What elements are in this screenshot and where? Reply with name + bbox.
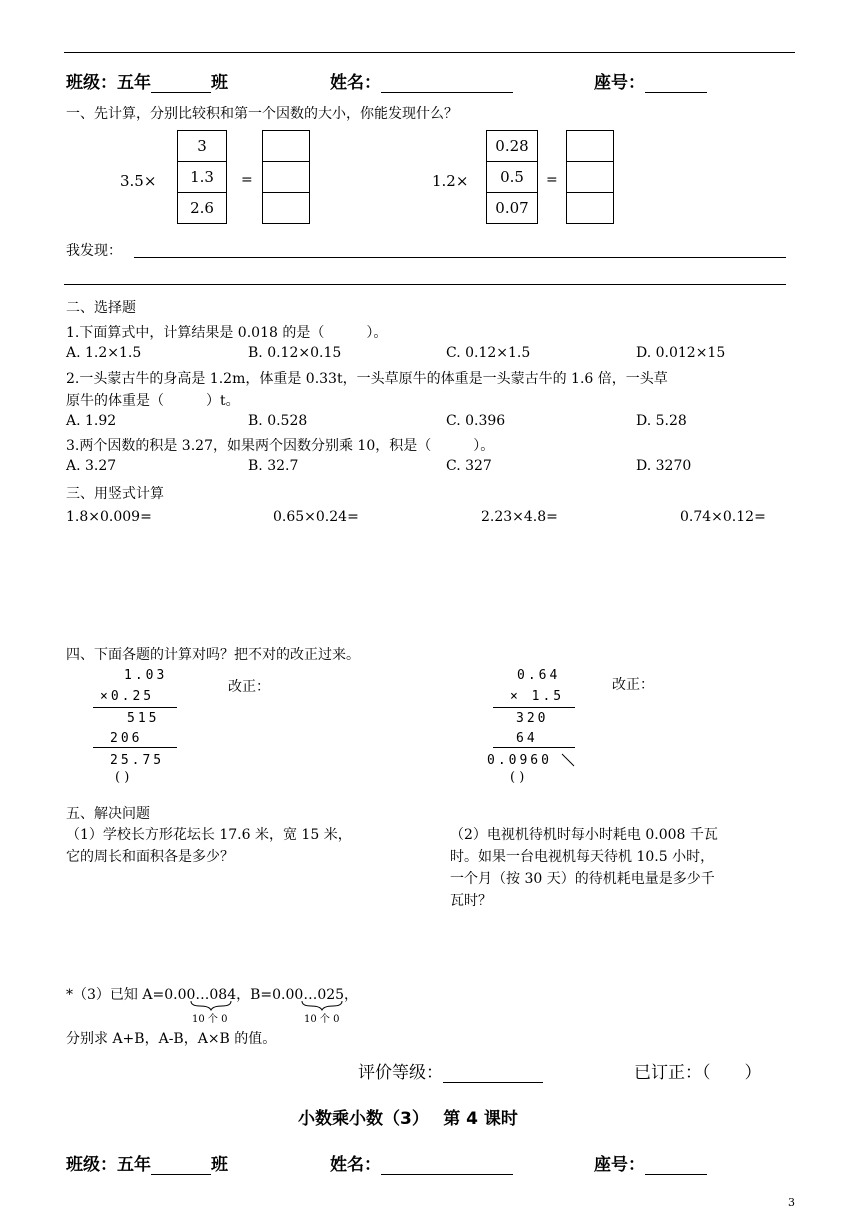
s5-title: 五、解决问题 <box>66 806 150 822</box>
q3-text: 3.两个因数的积是 3.27，如果两个因数分别乘 10，积是（ ）。 <box>66 438 495 454</box>
q2-option-b[interactable]: B. 0.528 <box>248 413 308 429</box>
name-blank <box>381 75 513 93</box>
p3-a-prefix: *（3）已知 A=0. <box>66 987 178 1003</box>
right-judge-paren[interactable]: ( ) <box>510 770 525 785</box>
seat-label: 座号： <box>594 73 645 93</box>
right-calc-line-2: × 1.5 <box>510 689 565 704</box>
left-judge-paren[interactable]: ( ) <box>115 770 130 785</box>
found-line-2[interactable] <box>64 284 786 285</box>
answer-cell[interactable] <box>567 162 613 193</box>
calc-item-1: 1.8×0.009= <box>66 509 152 525</box>
s2-title: 二、选择题 <box>66 300 136 316</box>
found-label: 我发现： <box>66 243 122 259</box>
q1-option-a[interactable]: A. 1.2×1.5 <box>66 345 142 361</box>
q3-option-b[interactable]: B. 32.7 <box>248 458 299 474</box>
calc-item-4: 0.74×0.12= <box>680 509 766 525</box>
q2-line-2: 原牛的体重是（ ）t。 <box>66 393 240 409</box>
p3-b-digits: 00…025 <box>285 987 345 1003</box>
factor-cell: 1.3 <box>178 162 226 193</box>
brace-b-note: 10 个 0 <box>304 1014 340 1025</box>
s3-title: 三、用竖式计算 <box>66 486 164 502</box>
next-title: 小数乘小数（3） 第 4 课时 <box>298 1109 518 1129</box>
s4-title: 四、下面各题的计算对吗？把不对的改正过来。 <box>66 647 360 663</box>
s1-right-expr: 1.2× <box>432 172 469 190</box>
found-line-1[interactable] <box>134 257 786 258</box>
p3-b-prefix: ，B=0. <box>236 987 286 1003</box>
seat-blank <box>645 1157 707 1175</box>
factor-cell: 3 <box>178 131 226 162</box>
q3-option-d[interactable]: D. 3270 <box>636 458 692 474</box>
name-blank <box>381 1157 513 1175</box>
s1-left-answers <box>262 130 310 224</box>
factor-cell: 2.6 <box>190 199 214 217</box>
left-correct-label: 改正： <box>228 679 270 695</box>
grade-field <box>358 1058 543 1083</box>
right-correct-label: 改正： <box>612 677 654 693</box>
right-calc-line-3: 320 <box>516 711 549 726</box>
q1-option-c[interactable]: C. 0.12×1.5 <box>446 345 531 361</box>
q1-text: 1.下面算式中，计算结果是 0.018 的是（ ）。 <box>66 325 388 341</box>
calc-item-2: 0.65×0.24= <box>273 509 359 525</box>
q1-option-d[interactable]: D. 0.012×15 <box>636 345 726 361</box>
class-blank <box>151 75 211 93</box>
left-calc-line-4: 206 <box>110 731 143 746</box>
q3-option-c[interactable]: C. 327 <box>446 458 492 474</box>
grade-blank[interactable] <box>443 1065 543 1083</box>
p3-line-2: 分别求 A+B，A-B，A×B 的值。 <box>66 1031 277 1047</box>
q3-option-a[interactable]: A. 3.27 <box>66 458 117 474</box>
right-calc-line-5: 0.0960 <box>487 753 552 768</box>
seat-field-2 <box>594 1150 707 1175</box>
right-calc-rule-2 <box>493 747 575 748</box>
class-blank <box>151 1157 211 1175</box>
s1-title: 一、先计算，分别比较积和第一个因数的大小，你能发现什么？ <box>66 106 458 122</box>
strike-mark-icon <box>560 752 576 768</box>
brace-a-note: 10 个 0 <box>192 1014 228 1025</box>
class-suffix: 班 <box>211 73 228 93</box>
s1-right-eq: = <box>546 172 558 188</box>
answer-cell[interactable] <box>567 193 613 223</box>
header-row <box>66 68 228 93</box>
factor-cell: 0.28 <box>487 131 537 162</box>
class-label: 班级：五年 <box>66 73 151 93</box>
page-number: 3 <box>788 1196 795 1209</box>
left-calc-line-1: 1.03 <box>124 668 168 683</box>
seat-field <box>594 68 707 93</box>
left-calc-rule-1 <box>93 707 177 708</box>
s1-left-factors <box>177 130 227 224</box>
p3-end: ， <box>344 987 359 1003</box>
s1-right-factors <box>486 130 538 224</box>
name-label: 姓名： <box>330 1155 381 1175</box>
right-calc-line-1: 0.64 <box>517 668 561 683</box>
p1-line-2: 它的周长和面积各是多少？ <box>66 849 234 865</box>
s1-right-answers <box>566 130 614 224</box>
name-label: 姓名： <box>330 73 381 93</box>
factor-cell: 0.5 <box>487 162 537 193</box>
p2-line-1: （2）电视机待机时每小时耗电 0.008 千瓦 <box>450 827 718 843</box>
class-suffix: 班 <box>211 1155 228 1175</box>
right-calc-rule-1 <box>493 707 575 708</box>
corrected-label[interactable]: 已订正：（ ） <box>634 1063 762 1083</box>
seat-blank <box>645 75 707 93</box>
class-label: 班级：五年 <box>66 1155 151 1175</box>
calc-item-3: 2.23×4.8= <box>481 509 558 525</box>
left-calc-rule-2 <box>93 747 177 748</box>
p2-line-2: 时。如果一台电视机每天待机 10.5 小时， <box>450 849 715 865</box>
answer-cell[interactable] <box>567 131 613 162</box>
name-field <box>330 68 513 93</box>
q2-line-1: 2.一头蒙古牛的身高是 1.2m，体重是 0.33t，一头草原牛的体重是一头蒙古牛的 1.6 倍，一头草 <box>66 371 668 387</box>
p2-line-3: 一个月（按 30 天）的待机耗电量是多少千 <box>450 871 715 887</box>
factor-cell: 0.07 <box>495 199 529 217</box>
left-calc-line-2: ×0.25 <box>100 689 155 704</box>
p1-line-1: （1）学校长方形花坛长 17.6 米，宽 15 米， <box>66 827 352 843</box>
answer-cell[interactable] <box>263 162 309 193</box>
grade-label: 评价等级： <box>358 1063 443 1083</box>
q1-option-b[interactable]: B. 0.12×0.15 <box>248 345 342 361</box>
p2-line-4: 瓦时？ <box>450 893 492 909</box>
p3-a-digits: 00…084 <box>177 987 237 1003</box>
left-calc-line-3: 515 <box>127 711 160 726</box>
seat-label: 座号： <box>594 1155 645 1175</box>
header-row-2 <box>66 1150 228 1175</box>
s1-left-expr: 3.5× <box>120 172 157 190</box>
q2-option-d[interactable]: D. 5.28 <box>636 413 687 429</box>
answer-cell[interactable] <box>263 193 309 223</box>
right-calc-line-4: 64 <box>516 731 538 746</box>
name-field-2 <box>330 1150 513 1175</box>
q2-option-a[interactable]: A. 1.92 <box>66 413 117 429</box>
answer-cell[interactable] <box>263 131 309 162</box>
top-rule <box>64 52 795 53</box>
s1-left-eq: = <box>241 172 253 188</box>
q2-option-c[interactable]: C. 0.396 <box>446 413 506 429</box>
left-calc-line-5: 25.75 <box>110 753 165 768</box>
